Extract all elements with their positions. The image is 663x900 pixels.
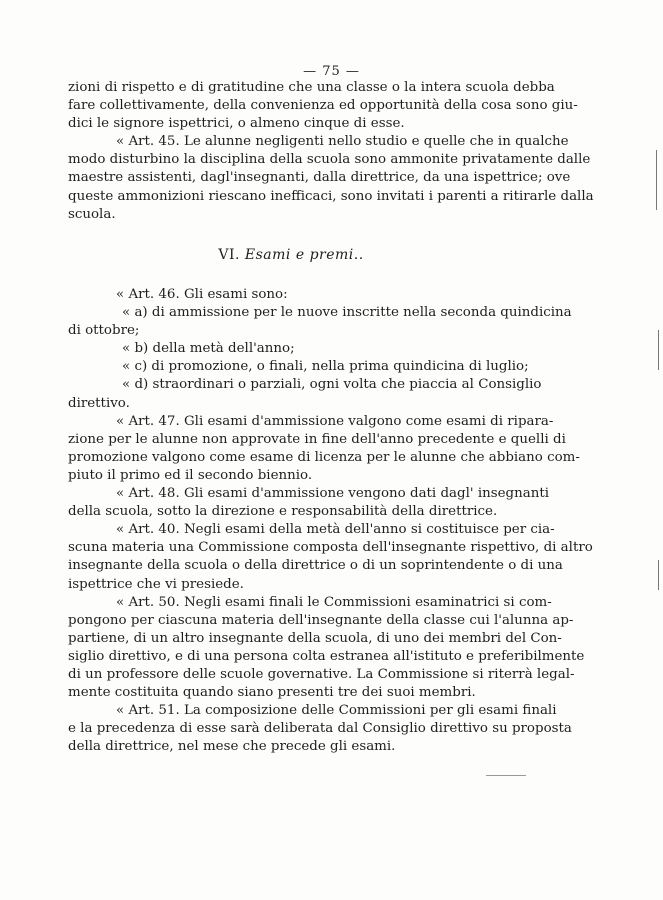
text-line: direttivo.: [68, 395, 130, 411]
text-line: scuna materia una Commissione composta dell'insegnante rispettivo, di altro: [68, 540, 593, 556]
text-line: queste ammonizioni riescano inefficaci, sono invitati i parenti a ritirarle dalla: [68, 188, 594, 204]
scan-edge-mark: [658, 330, 659, 370]
text-line: promozione valgono come esame di licenza per le alunne che abbiano com-: [68, 449, 580, 465]
text-line: zioni di rispetto e di gratitudine che una classe o la intera scuola debba: [68, 80, 555, 95]
text-block-articles-44-45: [68, 79, 594, 224]
text-line: maestre assistenti, dagl'insegnanti, dalla direttrice, da una ispettrice; ove: [68, 170, 571, 186]
text-line: scuola.: [68, 206, 116, 222]
text-block-articles-46-51: [68, 286, 593, 756]
text-line: partiene, di un altro insegnante della scuola, di uno dei membri del Con-: [68, 630, 562, 646]
page-number: — 75 —: [303, 64, 360, 79]
text-line: modo disturbino la disciplina della scuola sono ammonite privatamente dalle: [68, 152, 591, 168]
scan-edge-mark: [658, 560, 659, 590]
text-line: zione per le alunne non approvate in fine dell'anno precedente e quelli di: [68, 431, 566, 447]
text-line: « b) della metà dell'anno;: [122, 341, 295, 357]
text-line: « Art. 47. Gli esami d'ammissione valgono come esami di ripara-: [116, 413, 554, 429]
text-line: piuto il primo ed il secondo biennio.: [68, 467, 313, 483]
text-line: « Art. 50. Negli esami finali le Commissioni esaminatrici si com-: [116, 594, 552, 610]
text-line: « Art. 40. Negli esami della metà dell'anno si costituisce per cia-: [116, 522, 555, 538]
text-line: pongono per ciascuna materia dell'insegnante della classe cui l'alunna ap-: [68, 612, 574, 628]
text-line: di un professore delle scuole governative. La Commissione si riterrà legal-: [68, 666, 575, 682]
section-heading: [68, 247, 514, 263]
section-number: VI.: [218, 247, 240, 263]
text-line: dici le signore ispettrici, o almeno cinque di esse.: [68, 116, 405, 132]
text-line: e la precedenza di esse sarà deliberata dal Consiglio direttivo su proposta: [68, 721, 572, 737]
text-line: insegnante della scuola o della direttrice o di un soprintendente o di una: [68, 558, 563, 574]
text-line: della direttrice, nel mese che precede gli esami.: [68, 739, 396, 755]
scan-edge-mark: [486, 775, 526, 776]
text-line: siglio direttivo, e di una persona colta estranea all'istituto e preferibilmente: [68, 648, 585, 664]
text-line: « Art. 51. La composizione delle Commissioni per gli esami finali: [116, 703, 557, 719]
text-line: « d) straordinari o parziali, ogni volta che piaccia al Consiglio: [122, 377, 542, 393]
scan-edge-mark: [656, 150, 657, 210]
text-line: « Art. 46. Gli esami sono:: [116, 287, 288, 302]
text-line: mente costituita quando siano presenti tre dei suoi membri.: [68, 685, 476, 701]
text-line: ispettrice che vi presiede.: [68, 576, 244, 592]
text-line: fare collettivamente, della convenienza ed opportunità della cosa sono giu-: [68, 98, 578, 114]
text-line: della scuola, sotto la direzione e responsabilità della direttrice.: [68, 504, 498, 520]
text-line: « c) di promozione, o finali, nella prima quindicina di luglio;: [122, 359, 529, 375]
text-line: « Art. 45. Le alunne negligenti nello studio e quelle che in qualche: [116, 134, 569, 150]
text-line: di ottobre;: [68, 323, 140, 339]
section-title: Esami e premi..: [244, 247, 364, 263]
text-line: « Art. 48. Gli esami d'ammissione vengono dati dagl' insegnanti: [116, 486, 549, 502]
text-line: « a) di ammissione per le nuove inscritte nella seconda quindicina: [122, 305, 572, 321]
